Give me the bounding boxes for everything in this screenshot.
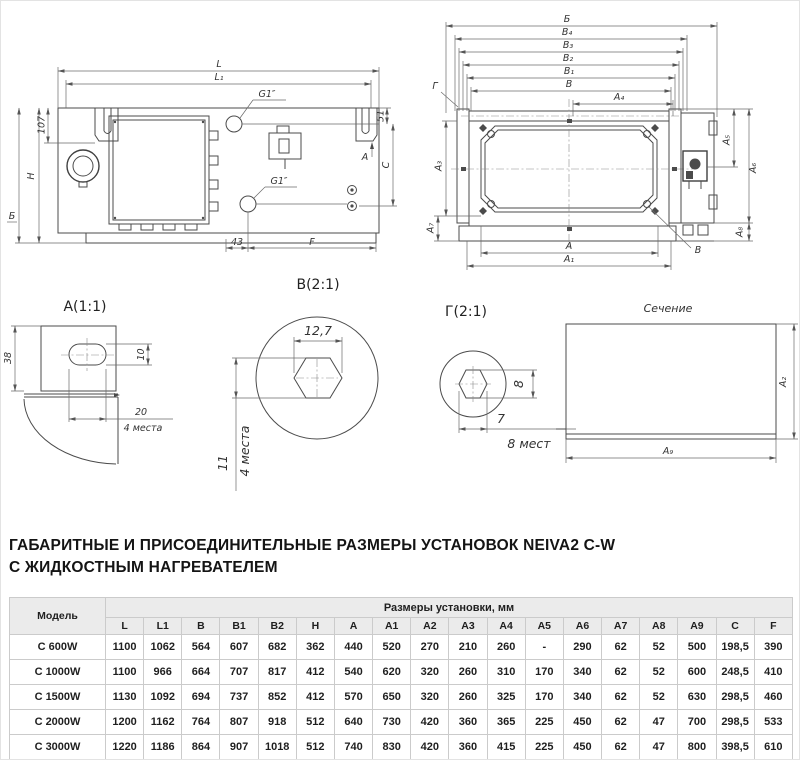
value-cell: 918	[258, 710, 296, 735]
column-header: B	[182, 618, 220, 635]
value-cell: 800	[678, 735, 716, 760]
dim-V2: В₂	[562, 53, 574, 64]
value-cell: 52	[640, 685, 678, 710]
value-cell: 512	[296, 735, 334, 760]
value-cell: 62	[602, 660, 640, 685]
column-header: A5	[525, 618, 563, 635]
column-header: B1	[220, 618, 258, 635]
dim-B-height: Б	[8, 211, 16, 222]
dim-A7: А₇	[425, 222, 437, 234]
title-line-1: ГАБАРИТНЫЕ И ПРИСОЕДИНИТЕЛЬНЫЕ РАЗМЕРЫ УСТАНОВОК NEIVA2 C-W	[9, 537, 616, 554]
value-cell: 730	[373, 710, 411, 735]
dim-A2: А₂	[778, 376, 789, 388]
label-a-direction: A	[361, 152, 369, 163]
dim-C: C	[381, 161, 392, 169]
value-cell: 640	[334, 710, 372, 735]
column-header: F	[754, 618, 792, 635]
value-cell: 830	[373, 735, 411, 760]
value-cell: 320	[411, 660, 449, 685]
detail-b-title: В(2:1)	[296, 277, 340, 293]
value-cell: 737	[220, 685, 258, 710]
value-cell: 740	[334, 735, 372, 760]
column-header-row	[10, 618, 793, 635]
value-cell: 1200	[106, 710, 144, 735]
detail-a-places: 4 места	[123, 423, 163, 434]
dim-7: 7	[497, 411, 505, 426]
value-cell: 365	[487, 710, 525, 735]
dim-A1: А₁	[563, 254, 575, 265]
detail-a-title: А(1:1)	[63, 299, 107, 315]
column-header: A9	[678, 618, 716, 635]
column-header: A7	[602, 618, 640, 635]
section-title: Сечение	[643, 302, 693, 315]
dim-A6: А₆	[748, 162, 759, 174]
column-header: A	[334, 618, 372, 635]
dim-L1: L₁	[214, 72, 224, 83]
value-cell: 390	[754, 635, 792, 660]
column-header: C	[716, 618, 754, 635]
value-cell: 570	[334, 685, 372, 710]
value-cell: 415	[487, 735, 525, 760]
value-cell: 533	[754, 710, 792, 735]
value-cell: 420	[411, 710, 449, 735]
value-cell: 198,5	[716, 635, 754, 660]
value-cell: 852	[258, 685, 296, 710]
table-header	[10, 598, 793, 635]
detail-a-drawing	[1, 294, 221, 484]
model-cell: С 3000W	[10, 735, 106, 760]
model-cell: С 1000W	[10, 660, 106, 685]
value-cell: 298,5	[716, 710, 754, 735]
value-cell: 630	[678, 685, 716, 710]
dim-11: 11	[215, 455, 230, 471]
value-cell: 440	[334, 635, 372, 660]
value-cell: 707	[220, 660, 258, 685]
dim-20: 20	[134, 407, 148, 418]
value-cell: 47	[640, 710, 678, 735]
value-cell: 290	[563, 635, 601, 660]
group-header: Размеры установки, мм	[106, 598, 793, 618]
dim-A3: А₃	[433, 160, 445, 172]
drain-ports	[348, 186, 357, 211]
value-cell: 340	[563, 660, 601, 685]
value-cell: 540	[334, 660, 372, 685]
value-cell: 420	[411, 735, 449, 760]
value-cell: 564	[182, 635, 220, 660]
dimensions-table	[9, 597, 793, 760]
dim-107: 107	[36, 115, 48, 135]
value-cell: 520	[373, 635, 411, 660]
model-cell: С 600W	[10, 635, 106, 660]
dim-B-cyr: Б	[563, 14, 571, 25]
unit-body	[58, 108, 379, 243]
value-cell: 260	[487, 635, 525, 660]
column-header: H	[296, 618, 334, 635]
value-cell: 650	[373, 685, 411, 710]
value-cell: 62	[602, 710, 640, 735]
detail-g-title: Г(2:1)	[445, 304, 487, 320]
label-G-callout: Г	[432, 81, 438, 92]
rear-view-dimensions	[426, 14, 760, 270]
value-cell: 1018	[258, 735, 296, 760]
value-cell: 298,5	[716, 685, 754, 710]
table-row	[10, 660, 793, 685]
detail-g-places: 8 мест	[507, 436, 551, 451]
value-cell: 52	[640, 660, 678, 685]
value-cell: 1100	[106, 660, 144, 685]
value-cell: 52	[640, 635, 678, 660]
section-dimensions	[566, 324, 798, 463]
value-cell: 1186	[144, 735, 182, 760]
value-cell: 620	[373, 660, 411, 685]
value-cell: 412	[296, 685, 334, 710]
dim-H: H	[26, 172, 37, 180]
model-header: Модель	[10, 598, 106, 635]
rear-view-drawing	[421, 1, 800, 286]
value-cell: 1130	[106, 685, 144, 710]
value-cell: 1100	[106, 635, 144, 660]
dim-51: 51	[375, 109, 387, 123]
value-cell: 360	[449, 735, 487, 760]
value-cell: 807	[220, 710, 258, 735]
side-panel	[676, 113, 717, 241]
dim-A9: А₉	[662, 446, 674, 457]
value-cell: 694	[182, 685, 220, 710]
value-cell: 170	[525, 660, 563, 685]
side-view-dimensions	[7, 59, 397, 252]
detail-b-dimensions	[215, 323, 342, 491]
column-header: A1	[373, 618, 411, 635]
dim-10: 10	[136, 348, 147, 361]
value-cell: 512	[296, 710, 334, 735]
value-cell: 600	[678, 660, 716, 685]
round-flange	[67, 150, 99, 187]
value-cell: 1092	[144, 685, 182, 710]
detail-g-body	[440, 351, 506, 417]
value-cell: 907	[220, 735, 258, 760]
dim-12-7: 12,7	[304, 323, 332, 338]
detail-a-body	[24, 326, 120, 464]
side-view-drawing	[1, 51, 421, 263]
detail-b-places: 4 места	[237, 425, 252, 477]
g1-top-label: G1″	[258, 89, 276, 100]
dim-V4: В₄	[561, 27, 573, 38]
value-cell: 412	[296, 660, 334, 685]
value-cell: 460	[754, 685, 792, 710]
value-cell: 260	[449, 685, 487, 710]
value-cell: 260	[449, 660, 487, 685]
cable-glands	[209, 131, 218, 211]
value-cell: 248,5	[716, 660, 754, 685]
value-cell: 817	[258, 660, 296, 685]
g1-bottom-label: G1″	[270, 176, 288, 187]
value-cell: 210	[449, 635, 487, 660]
dim-A4: А₄	[613, 92, 625, 103]
dim-V1: В₁	[563, 66, 575, 77]
unit-rear-body	[451, 99, 717, 247]
value-cell: -	[525, 635, 563, 660]
value-cell: 362	[296, 635, 334, 660]
column-header: A8	[640, 618, 678, 635]
section-drawing	[556, 296, 800, 474]
value-cell: 682	[258, 635, 296, 660]
page-title	[9, 535, 615, 580]
label-B-callout: В	[694, 245, 702, 256]
value-cell: 310	[487, 660, 525, 685]
dim-38: 38	[3, 351, 14, 365]
value-cell: 225	[525, 735, 563, 760]
dim-F: F	[309, 237, 315, 248]
dim-V3: В₃	[562, 40, 574, 51]
value-cell: 62	[602, 735, 640, 760]
title-line-2: С ЖИДКОСТНЫМ НАГРЕВАТЕЛЕМ	[9, 559, 278, 577]
value-cell: 325	[487, 685, 525, 710]
table-row	[10, 685, 793, 710]
dim-A: А	[565, 241, 573, 252]
detail-g-drawing	[424, 296, 576, 464]
value-cell: 764	[182, 710, 220, 735]
dim-43: 43	[230, 237, 244, 248]
dim-A8: А₈	[734, 226, 746, 238]
value-cell: 410	[754, 660, 792, 685]
column-header: B2	[258, 618, 296, 635]
value-cell: 1220	[106, 735, 144, 760]
value-cell: 340	[563, 685, 601, 710]
column-header: A2	[411, 618, 449, 635]
value-cell: 62	[602, 635, 640, 660]
model-cell: С 1500W	[10, 685, 106, 710]
value-cell: 170	[525, 685, 563, 710]
value-cell: 62	[602, 685, 640, 710]
value-cell: 450	[563, 710, 601, 735]
value-cell: 320	[411, 685, 449, 710]
table-body	[10, 635, 793, 760]
value-cell: 664	[182, 660, 220, 685]
detail-b-drawing	[214, 273, 409, 498]
drawings-area	[1, 1, 800, 533]
pressure-switch	[269, 126, 301, 169]
table-row	[10, 710, 793, 735]
value-cell: 360	[449, 710, 487, 735]
value-cell: 864	[182, 735, 220, 760]
value-cell: 450	[563, 735, 601, 760]
value-cell: 700	[678, 710, 716, 735]
value-cell: 47	[640, 735, 678, 760]
dim-8: 8	[511, 380, 526, 388]
value-cell: 1062	[144, 635, 182, 660]
column-header: L	[106, 618, 144, 635]
section-body	[556, 324, 776, 439]
column-header: A3	[449, 618, 487, 635]
dim-A5: А₅	[721, 134, 733, 146]
column-header: A6	[563, 618, 601, 635]
value-cell: 966	[144, 660, 182, 685]
column-header: L1	[144, 618, 182, 635]
value-cell: 610	[754, 735, 792, 760]
value-cell: 607	[220, 635, 258, 660]
table-row	[10, 735, 793, 760]
value-cell: 270	[411, 635, 449, 660]
dim-V: В	[565, 79, 573, 90]
value-cell: 398,5	[716, 735, 754, 760]
value-cell: 1162	[144, 710, 182, 735]
model-cell: С 2000W	[10, 710, 106, 735]
dim-L: L	[216, 59, 222, 70]
column-header: A4	[487, 618, 525, 635]
value-cell: 500	[678, 635, 716, 660]
table-row	[10, 635, 793, 660]
value-cell: 225	[525, 710, 563, 735]
